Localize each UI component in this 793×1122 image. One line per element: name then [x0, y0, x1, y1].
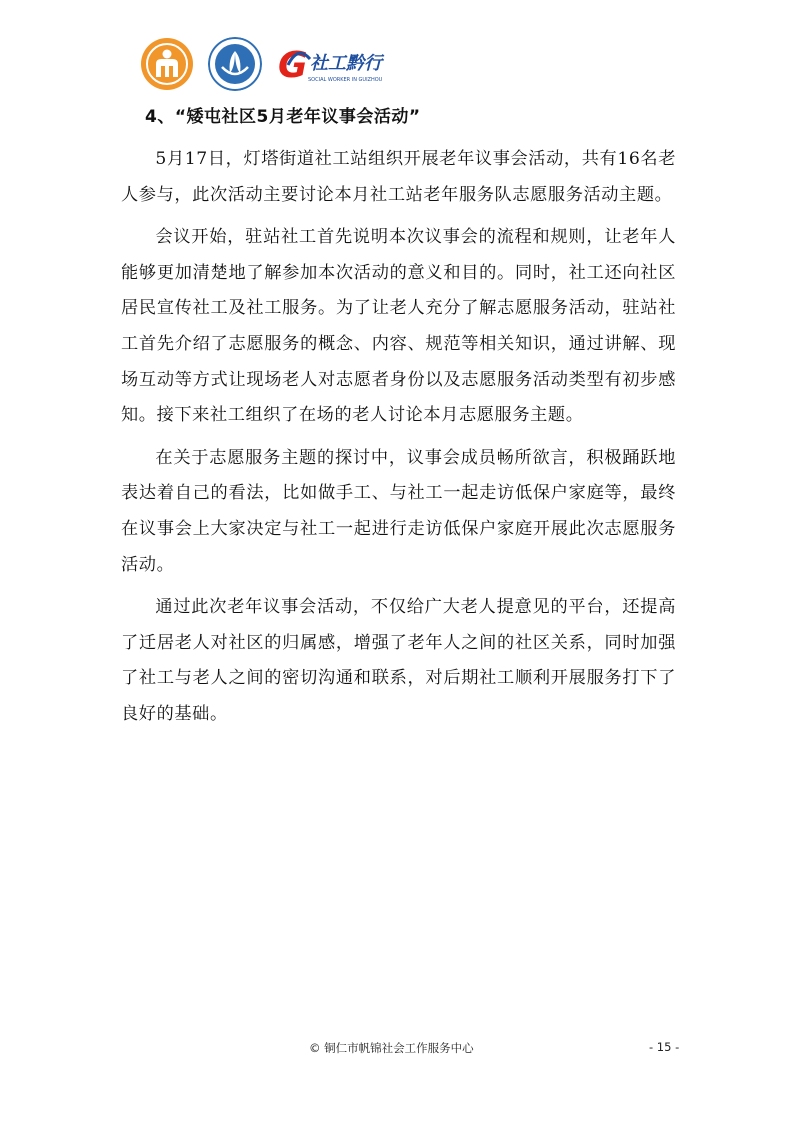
- logo-brand-text: 社工黔行: [310, 53, 382, 74]
- paragraph: 通过此次老年议事会活动，不仅给广大老人提意见的平台，还提高了迁居老人对社区的归属感，增强了老年人之间的社区关系，同时加强了社工与老人之间的密切沟通和联系，对后期社工顺利开展服务打下了良好的基础。: [121, 597, 676, 724]
- header-logos: [140, 36, 388, 92]
- paragraph: 会议开始，驻站社工首先说明本次议事会的流程和规则，让老年人能够更加清楚地了解参加本次活动的意义和目的。同时，社工还向社区居民宣传社工及社工服务。为了让老人充分了解志愿服务活动，驻站社工首先介绍了志愿服务的概念、内容、规范等相关知识，通过讲解、现场互动等方式让现场老人对志愿者身份以及志愿服务活动类型有初步感知。接下来社工组织了在场的老人讨论本月志愿服务主题。: [121, 227, 676, 426]
- orange-emblem-logo: [140, 37, 194, 91]
- paragraph: 在关于志愿服务主题的探讨中，议事会成员畅所欲言，积极踊跃地表达着自己的看法，比如做手工、与社工一起走访低保户家庭等，最终在议事会上大家决定与社工一起进行走访低保户家庭开展此次志愿服务活动。: [121, 447, 676, 575]
- section-heading: 4、“矮屯社区5月老年议事会活动”: [145, 107, 421, 127]
- svg-text:G: G: [278, 45, 308, 86]
- page-number: - 15 -: [649, 1040, 680, 1054]
- logo-brand-subtext: SOCIAL WORKER IN GUIZHOU: [308, 77, 383, 83]
- body-content: [121, 142, 676, 740]
- she-gong-qian-xing-logo: [276, 39, 388, 89]
- blue-emblem-logo: [208, 37, 262, 91]
- footer-copyright: © 铜仁市帆锦社会工作服务中心: [309, 1041, 474, 1055]
- paragraph: 5月17日，灯塔街道社工站组织开展老年议事会活动，共有16名老人参与，此次活动主要讨论本月社工站老年服务队志愿服务活动主题。: [121, 149, 676, 205]
- she-gong-qian-xing-icon: [276, 39, 388, 89]
